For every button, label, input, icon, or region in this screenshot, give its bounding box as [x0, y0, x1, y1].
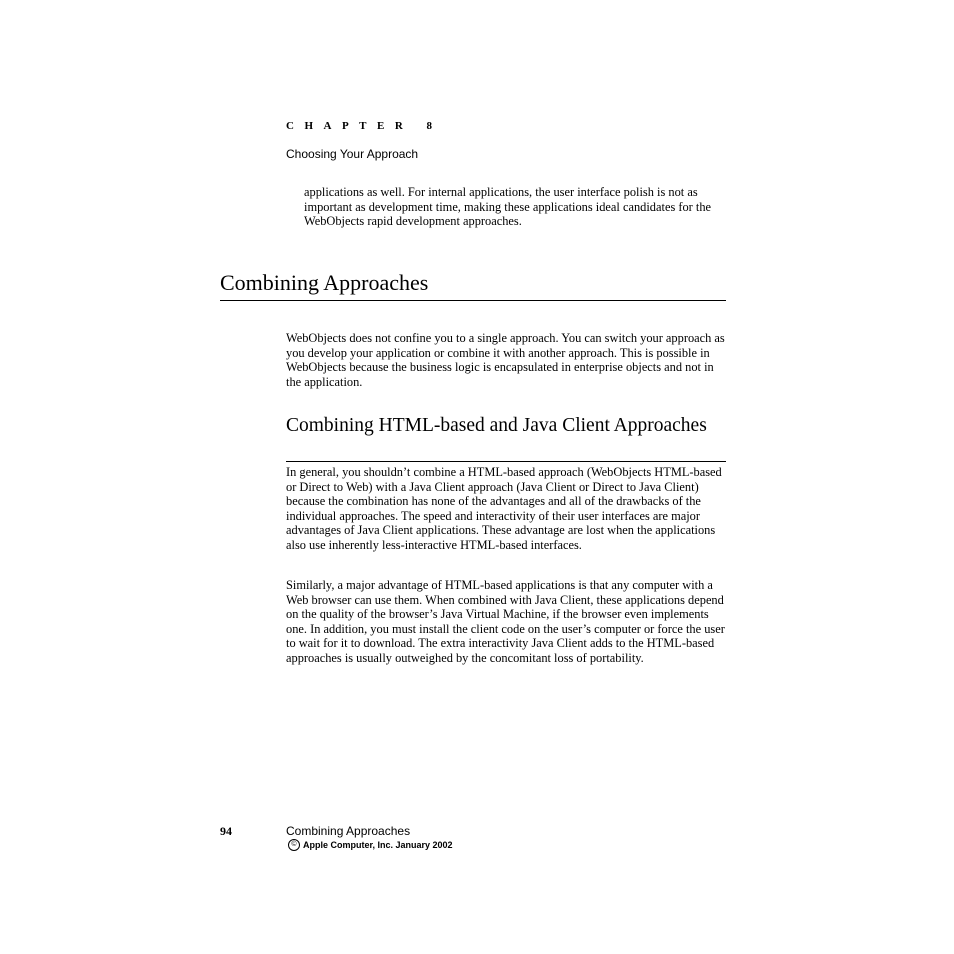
- subsection-heading-rule: [286, 461, 726, 462]
- subsection-heading: Combining HTML-based and Java Client Approaches: [286, 415, 707, 436]
- page-number: 94: [220, 824, 232, 838]
- chapter-label: CHAPTER 8: [286, 120, 443, 132]
- footer-section-name: Combining Approaches: [286, 824, 411, 838]
- section-paragraph: WebObjects does not confine you to a single approach. You can switch your approach as you develop your application or combine it with another approach. This is possible in WebObjects because the business logic is encapsulated in enterprise objects and not in the application.: [286, 331, 725, 389]
- intro-paragraph: applications as well. For internal applications, the user interface polish is not as important as development time, making these applications ideal candidates for the WebObjects rapid development approaches.: [304, 185, 712, 229]
- subsection-paragraph-2: Similarly, a major advantage of HTML-based applications is that any computer with a Web browser can use them. When combined with Java Client, these applications depend on the quality of the browser’s Java Virtual Machine, if the browser even implements one. In addition, you must install the client code on the user’s computer or force the user to wait for it to download. The extra interactivity Java Client adds to the HTML-based approaches is usually outweighed by the concomitant loss of portability.: [286, 578, 725, 665]
- copyright-text: Apple Computer, Inc. January 2002: [303, 840, 453, 850]
- copyright-icon: ©: [288, 839, 300, 851]
- chapter-title: Choosing Your Approach: [286, 147, 419, 161]
- subsection-paragraph-1: In general, you shouldn’t combine a HTML-based approach (WebObjects HTML-based or Direct to Web) with a Java Client approach (Java Client or Direct to Java Client) because the combination has none of the advantages and all of the drawbacks of the individual approaches. The speed and interactivity of their user interfaces are major advantages of Java Client applications. These advantage are lost when the applications also use inherently less-interactive HTML-based interfaces.: [286, 465, 722, 552]
- footer-copyright: [288, 839, 453, 851]
- section-heading: Combining Approaches: [220, 270, 429, 295]
- section-heading-rule: [220, 300, 726, 301]
